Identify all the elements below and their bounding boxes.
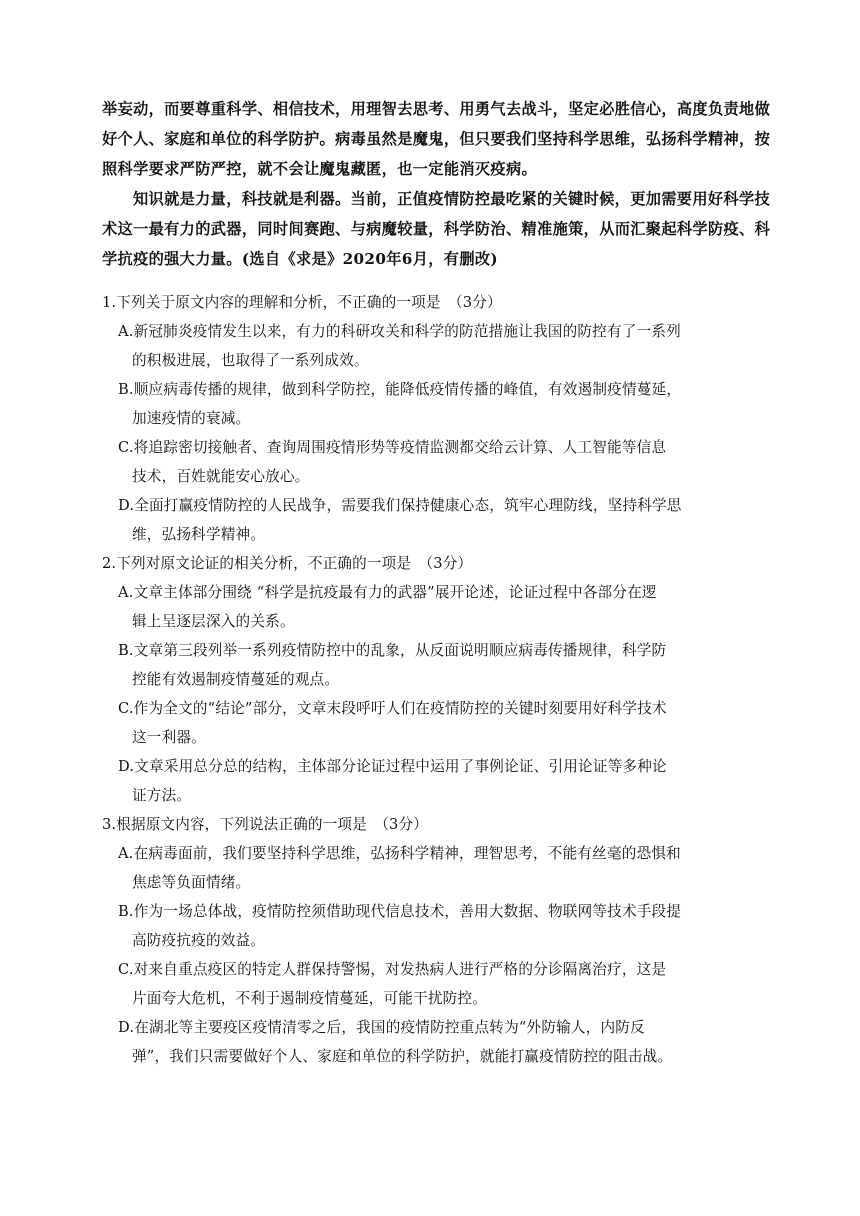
reading-passage: [102, 94, 771, 274]
option-text-continued: 片面夸大危机，不利于遏制疫情蔓延，可能干扰防控。: [132, 990, 488, 1007]
passage-line: 照科学要求严防严控，就不会让魔鬼藏匿，也一定能消灭疫病。: [102, 160, 538, 178]
option-text-continued: 控能有效遏制疫情蔓延的观点。: [132, 671, 340, 688]
option-b: [102, 897, 742, 955]
option-text: A.新冠肺炎疫情发生以来，有力的科研攻关和科学的防范措施让我国的防控有了一系列: [118, 323, 681, 340]
option-text: D.在湖北等主要疫区疫情清零之后，我国的疫情防控重点转为“外防输人，内防反: [118, 1019, 645, 1036]
passage-line: 知识就是力量，科技就是利器。当前，正值疫情防控最吃紧的关键时候，更加需要用好科学技: [133, 190, 771, 208]
question-stem: 3.根据原文内容，下列说法正确的一项是 （3分）: [102, 816, 428, 833]
passage-line: 举妄动，而要尊重科学、相信技术，用理智去思考、用勇气去战斗，坚定必胜信心，高度负责地做: [102, 100, 771, 118]
option-c: [102, 433, 742, 491]
passage-line: 学抗疫的强大力量。(选自《求是》2020年6月，有删改): [102, 250, 498, 268]
option-text-continued: 的积极进展，也取得了一系列成效。: [132, 352, 369, 369]
option-d: [102, 491, 742, 549]
option-text-continued: 高防疫抗疫的效益。: [132, 932, 266, 949]
question-1: [102, 288, 742, 549]
option-text: D.全面打赢疫情防控的人民战争，需要我们保持健康心态，筑牢心理防线，坚持科学思: [118, 497, 682, 514]
question-stem: 1.下列关于原文内容的理解和分析，不正确的一项是 （3分）: [102, 294, 502, 311]
question-list: [102, 288, 742, 1071]
option-c: [102, 955, 742, 1013]
passage-line: 好个人、家庭和单位的科学防护。病毒虽然是魔鬼，但只要我们坚持科学思维，弘扬科学精神，按: [102, 130, 771, 148]
option-text-continued: 焦虑等负面情绪。: [132, 874, 251, 891]
option-text-continued: 维，弘扬科学精神。: [132, 526, 266, 543]
option-text-continued: 证方法。: [132, 787, 192, 804]
option-text: B.顺应病毒传播的规律，做到科学防控，能降低疫情传播的峰值，有效遏制疫情蔓延，: [118, 381, 682, 398]
option-d: [102, 752, 742, 810]
option-a: [102, 839, 742, 897]
question-stem: 2.下列对原文论证的相关分析，不正确的一项是 （3分）: [102, 555, 473, 572]
option-text-continued: 技术，百姓就能安心放心。: [132, 468, 310, 485]
option-text: A.在病毒面前，我们要坚持科学思维，弘扬科学精神，理智思考，不能有丝毫的恐惧和: [118, 845, 681, 862]
option-text-continued: 弹”，我们只需要做好个人、家庭和单位的科学防护，就能打赢疫情防控的阻击战。: [132, 1048, 673, 1065]
option-text-continued: 这一利器。: [132, 729, 206, 746]
option-a: [102, 578, 742, 636]
option-c: [102, 694, 742, 752]
question-3: [102, 810, 742, 1071]
option-a: [102, 317, 742, 375]
option-text: A.文章主体部分围绕 “科学是抗疫最有力的武器”展开论述，论证过程中各部分在逻: [118, 584, 657, 601]
option-text-continued: 辑上呈逐层深入的关系。: [132, 613, 295, 630]
option-text: B.作为一场总体战，疫情防控须借助现代信息技术，善用大数据、物联网等技术手段提: [118, 903, 682, 920]
option-text: D.文章采用总分总的结构，主体部分论证过程中运用了事例论证、引用论证等多种论: [118, 758, 667, 775]
option-d: [102, 1013, 742, 1071]
option-text: B.文章第三段列举一系列疫情防控中的乱象，从反面说明顺应病毒传播规律，科学防: [118, 642, 667, 659]
option-text: C.作为全文的“结论”部分，文章末段呼吁人们在疫情防控的关键时刻要用好科学技术: [118, 700, 667, 717]
option-b: [102, 636, 742, 694]
option-text: C.对来自重点疫区的特定人群保持警惕，对发热病人进行严格的分诊隔离治疗，这是: [118, 961, 667, 978]
option-text-continued: 加速疫情的衰减。: [132, 410, 251, 427]
question-2: [102, 549, 742, 810]
passage-line: 术这一最有力的武器，同时间赛跑、与病魔较量，科学防治、精准施策，从而汇聚起科学防疫、科: [102, 220, 771, 238]
option-b: [102, 375, 742, 433]
option-text: C.将追踪密切接触者、查询周围疫情形势等疫情监测都交给云计算、人工智能等信息: [118, 439, 667, 456]
